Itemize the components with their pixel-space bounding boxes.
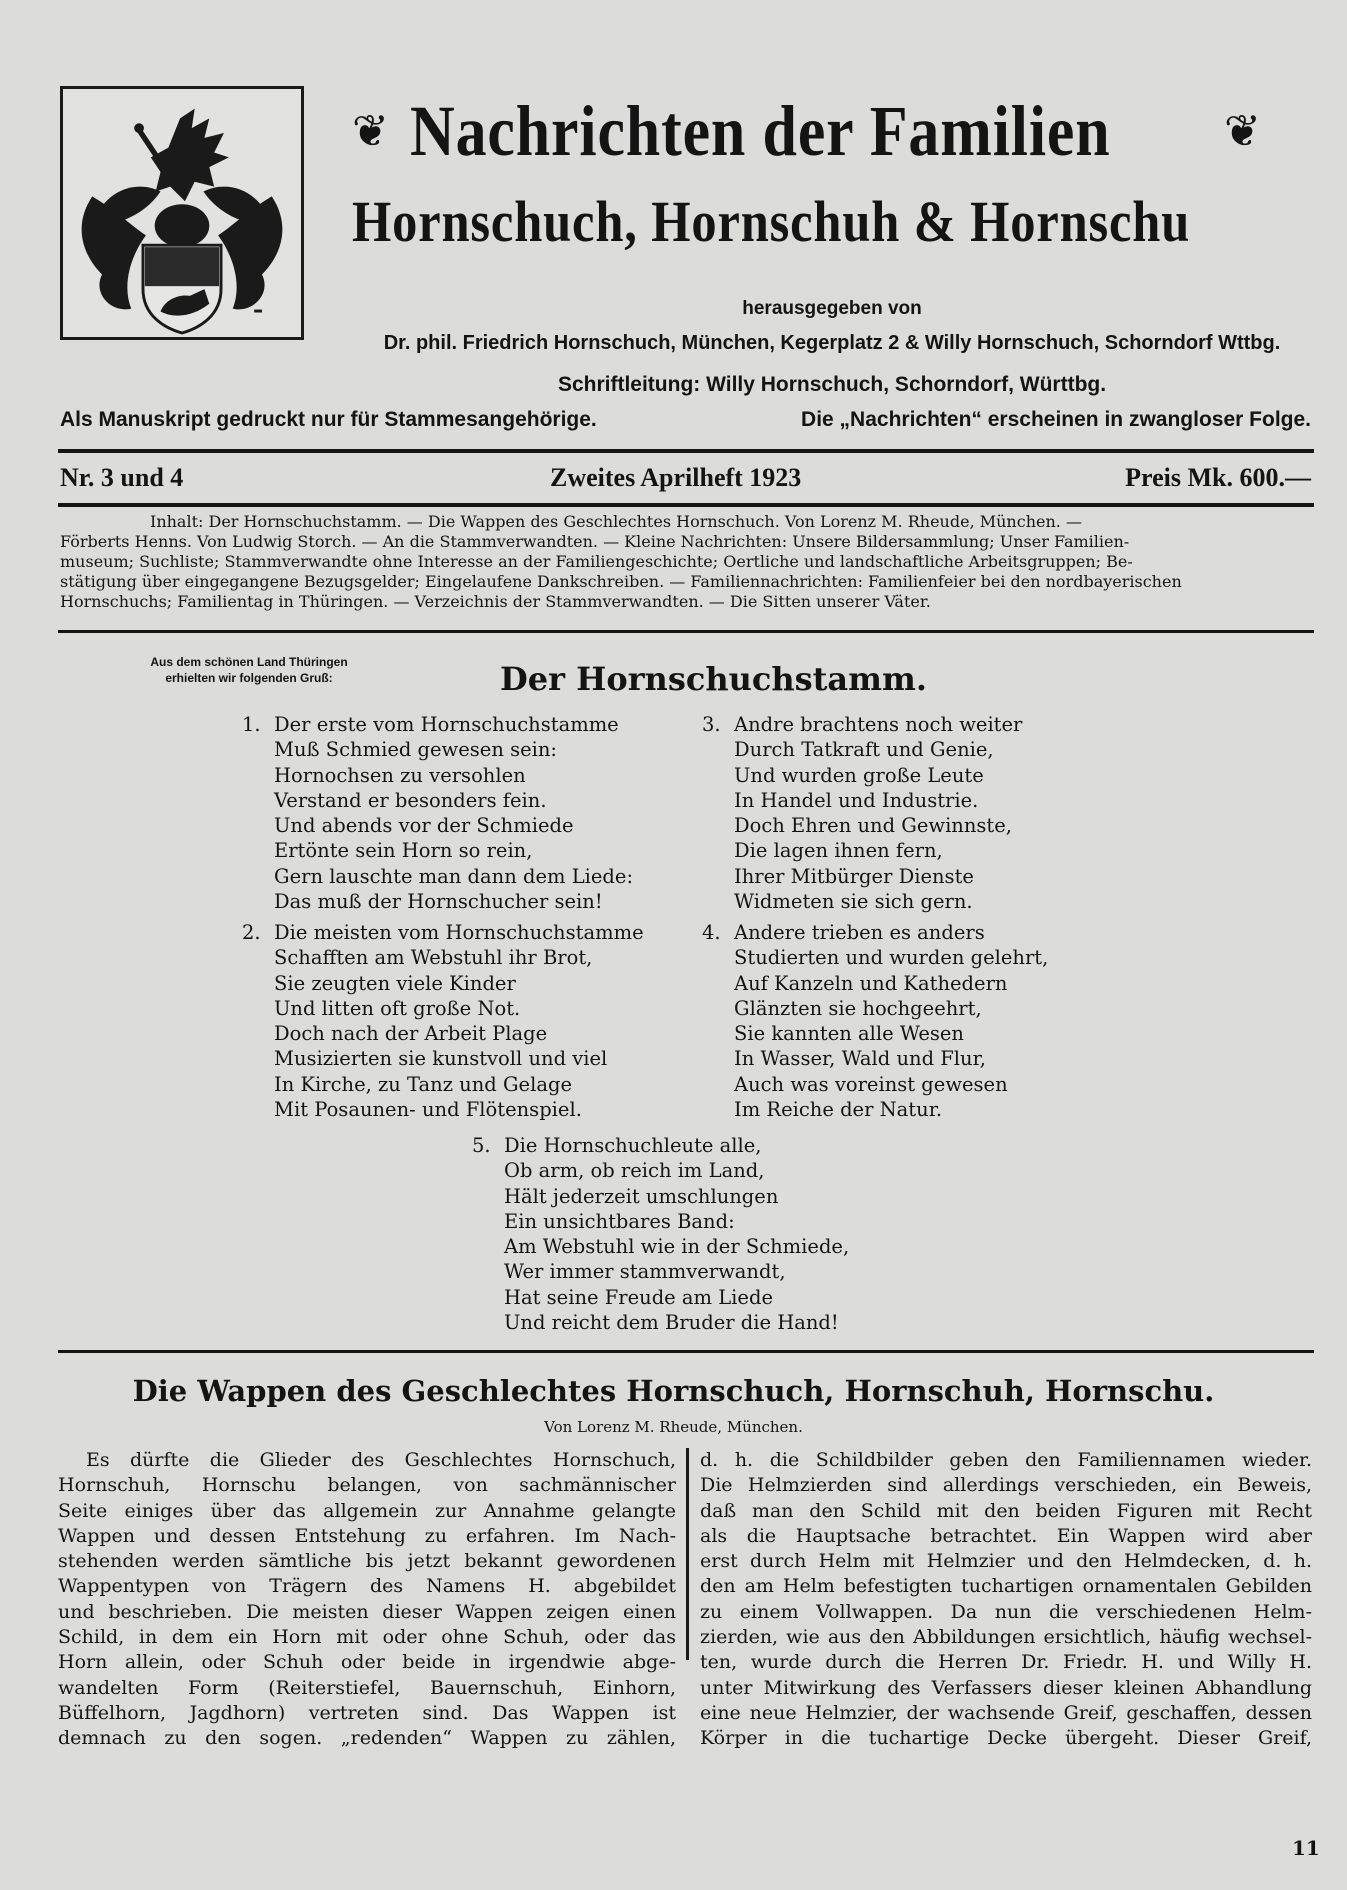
stanza-number: 5. [472, 1134, 491, 1157]
text-line: Wappentypen von Trägern des Namens H. abgebildet [58, 1575, 676, 1598]
text-line: d. h. die Schildbilder geben den Familiennamen wieder. [700, 1449, 1312, 1471]
publication-note: Die „Nachrichten“ erscheinen in zwangloser Folge. [801, 408, 1311, 431]
stanza-number: 3. [702, 713, 721, 736]
issue-price: Preis Mk. 600.— [1125, 463, 1311, 492]
divider [58, 449, 1314, 453]
poem-line: Hält jederzeit umschlungen [504, 1184, 779, 1208]
poem-line: Wer immer stammverwandt, [504, 1260, 786, 1284]
poem-stanza [242, 712, 634, 914]
poem-line: Ein unsichtbares Band: [504, 1209, 735, 1233]
text-line: Es dürfte die Glieder des Geschlechtes Hornschuch, [86, 1449, 676, 1471]
editors-line: Dr. phil. Friedrich Hornschuch, München, Kegerplatz 2 & Willy Hornschuch, Schorndorf Wttbg. [383, 332, 1281, 354]
poem-line: Ob arm, ob reich im Land, [504, 1159, 765, 1183]
poem-line: Hornochsen zu versohlen [274, 763, 526, 787]
article-column-left [58, 1448, 676, 1752]
poem-line: Ertönte sein Horn so rein, [274, 839, 533, 863]
table-of-contents [60, 512, 1310, 612]
text-line: den am Helm befestigten tuchartigen ornamentalen Gebilden [700, 1575, 1312, 1598]
coat-of-arms-icon [63, 89, 301, 337]
text-line: demnach zu den sogen. „redenden“ Wappen zu zählen, [58, 1727, 676, 1750]
poem-line: Musizierten sie kunstvoll und viel [274, 1047, 608, 1071]
stanza-number: 4. [702, 921, 721, 944]
column-divider [686, 1448, 689, 1660]
greeting-line: erhielten wir folgenden Gruß: [165, 671, 333, 685]
poem-line: Durch Tatkraft und Genie, [734, 738, 994, 762]
manuscript-note: Als Manuskript gedruckt nur für Stammesangehörige. [60, 408, 597, 431]
poem-line: Die meisten vom Hornschuchstamme [274, 921, 644, 944]
poem-line: Studierten und wurden gelehrt, [734, 946, 1049, 970]
coat-of-arms-image [60, 86, 304, 340]
divider [58, 1350, 1314, 1353]
page-number: 11 [1292, 1836, 1320, 1860]
poem-line: Und litten oft große Not. [274, 996, 521, 1020]
contents-line: Inhalt: Der Hornschuchstamm. — Die Wappen des Geschlechtes Hornschuch. Von Lorenz M. Rheude, München. — [150, 512, 1082, 531]
text-line: ten, wurde durch die Herren Dr. Friedr. H. und Willy H. [700, 1651, 1312, 1674]
poem-line: Andre brachtens noch weiter [734, 713, 1023, 736]
poem-line: Ihrer Mitbürger Dienste [734, 864, 974, 888]
text-line: als die Hauptsache betrachtet. Ein Wappen wird aber [700, 1524, 1312, 1547]
poem-stanza [702, 712, 1023, 914]
poem-line: Verstand er besonders fein. [274, 788, 547, 812]
article-byline: Von Lorenz M. Rheude, München. [544, 1418, 803, 1436]
text-line: Wappen und dessen Entstehung zu erfahren. Im Nach- [58, 1524, 676, 1547]
contents-line: museum; Suchliste; Stammverwandte ohne Interesse an der Familiengeschichte; Oertliche und landschaftliche Arbeitsgruppen; Be- [60, 552, 1133, 571]
masthead-title-line1: Nachrichten der Familien [410, 91, 1111, 171]
poem-line: Doch Ehren und Gewinnste, [734, 814, 1013, 838]
text-line: eine neue Helmzier, der wachsende Greif, geschaffen, dessen [700, 1701, 1312, 1724]
published-by-label: herausgegeben von [742, 298, 922, 319]
divider [58, 630, 1314, 633]
poem-line: Schafften am Webstuhl ihr Brot, [274, 946, 593, 970]
poem-line: Hat seine Freude am Liede [504, 1285, 773, 1309]
poem-line: Gern lauschte man dann dem Liede: [274, 864, 634, 888]
poem-title: Der Hornschuchstamm. [500, 660, 927, 698]
poem-line: Das muß der Hornschucher sein! [274, 890, 603, 914]
poem-line: In Wasser, Wald und Flur, [734, 1047, 986, 1071]
poem-line: Muß Schmied gewesen sein: [274, 738, 558, 762]
text-line: zu einem Vollwappen. Da nun die verschiedenen Helm- [700, 1600, 1312, 1623]
text-line: Körper in die tuchartige Decke übergeht. Dieser Greif, [700, 1727, 1312, 1750]
contents-line: Förberts Henns. Von Ludwig Storch. — An die Stammverwandten. — Kleine Nachrichten: Unsere Bildersammlung; Unser Familien- [60, 532, 1130, 551]
poem-line: Mit Posaunen- und Flötenspiel. [274, 1098, 582, 1122]
poem-line: Und reicht dem Bruder die Hand! [504, 1311, 839, 1335]
poem-line: Auch was voreinst gewesen [734, 1072, 1008, 1096]
text-line: Schild, in dem ein Horn mit oder ohne Schuh, oder das [58, 1626, 676, 1649]
poem-line: Am Webstuhl wie in der Schmiede, [504, 1235, 850, 1259]
issue-edition: Zweites Aprilheft 1923 [550, 463, 802, 492]
poem-stanza [472, 1133, 850, 1335]
text-line: Seite einiges über das allgemein zur Annahme gelangte [58, 1499, 676, 1522]
poem-line: Sie kannten alle Wesen [734, 1022, 964, 1046]
poem-line: Die Hornschuchleute alle, [504, 1134, 762, 1157]
stanza-number: 2. [242, 921, 261, 944]
stanza-number: 1. [242, 713, 261, 736]
text-line: und beschrieben. Die meisten dieser Wappen zeigen einen [58, 1600, 676, 1623]
contents-line: stätigung über eingegangene Bezugsgelder; Eingelaufene Dankschreiben. — Familiennachrichten: Familienfeier bei den nordbayerischen [60, 572, 1182, 591]
poem-stanza [702, 920, 1049, 1122]
poem-line: Doch nach der Arbeit Plage [274, 1022, 548, 1046]
text-line: stehenden werden sämtliche bis jetzt bekannt gewordenen [58, 1550, 676, 1573]
poem-stanza [242, 920, 644, 1122]
poem-line: Auf Kanzeln und Kathedern [734, 971, 1008, 995]
poem-line: Sie zeugten viele Kinder [274, 971, 516, 995]
text-line: Hornschuh, Hornschu belangen, von sachmännischer [58, 1474, 676, 1497]
poem-line: Widmeten sie sich gern. [734, 890, 973, 914]
floral-ornament-icon: ❦ [352, 106, 389, 157]
poem-line: Im Reiche der Natur. [734, 1098, 943, 1122]
floral-ornament-icon: ❦ [1224, 106, 1261, 157]
poem-line: Die lagen ihnen fern, [734, 839, 943, 863]
poem-greeting [104, 654, 394, 686]
text-line: Büffelhorn, Jagdhorn) vertreten sind. Das Wappen ist [58, 1701, 676, 1724]
masthead-title-line2: Hornschuch, Hornschuh & Hornschu [352, 189, 1191, 254]
text-line: zierden, wie aus den Abbildungen ersichtlich, häufig wechsel- [700, 1626, 1312, 1649]
text-line: unter Mitwirkung des Verfassers dieser kleinen Abhandlung [700, 1676, 1312, 1699]
poem-line: Andere trieben es anders [734, 921, 985, 944]
editorial-line: Schriftleitung: Willy Hornschuch, Schorndorf, Württbg. [557, 373, 1107, 396]
poem-line: Glänzten sie hochgeehrt, [734, 996, 982, 1020]
divider [58, 503, 1314, 507]
article-title: Die Wappen des Geschlechtes Hornschuch, Hornschuh, Hornschu. [132, 1374, 1215, 1408]
poem-line: Der erste vom Hornschuchstamme [274, 713, 619, 736]
poem-line: In Handel und Industrie. [734, 788, 979, 812]
text-line: Die Helmzierden sind allerdings verschieden, ein Beweis, [700, 1474, 1312, 1497]
text-line: wandelten Form (Reiterstiefel, Bauernschuh, Einhorn, [58, 1676, 676, 1699]
poem-line: Und wurden große Leute [734, 763, 984, 787]
poem-line: Und abends vor der Schmiede [274, 814, 574, 838]
issue-number: Nr. 3 und 4 [60, 463, 184, 492]
greeting-line: Aus dem schönen Land Thüringen [150, 655, 348, 669]
poem-line: In Kirche, zu Tanz und Gelage [274, 1072, 572, 1096]
article-column-right [700, 1448, 1312, 1752]
text-line: erst durch Helm mit Helmzier und den Helmdecken, d. h. [700, 1550, 1312, 1573]
text-line: daß man den Schild mit den beiden Figuren mit Recht [700, 1499, 1312, 1522]
contents-line: Hornschuchs; Familientag in Thüringen. — Verzeichnis der Stammverwandten. — Die Sitten unserer Väter. [60, 592, 931, 611]
text-line: Horn allein, oder Schuh oder beide in irgendwie abge- [58, 1651, 676, 1674]
